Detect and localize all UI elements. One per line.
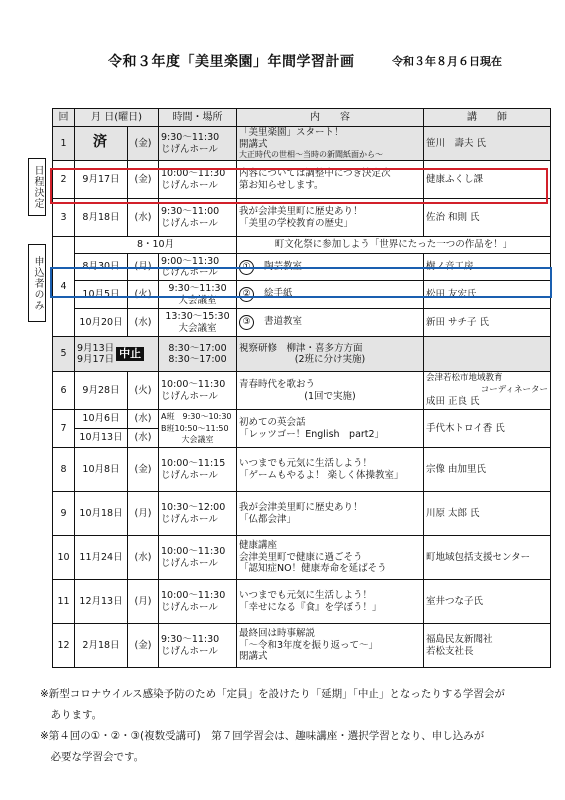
weekday: (水) (128, 536, 159, 580)
session-number: 7 (53, 410, 75, 448)
footnote-line: ※新型コロナウイルス感染予防のため「定員」を設けたり「延期」「中止」となったりする学習会が (40, 688, 505, 700)
time-place: 10:00～11:30 じげんホール (159, 372, 237, 410)
weekday: (月) (128, 580, 159, 624)
session-number: 6 (53, 372, 75, 410)
footnotes (40, 684, 555, 768)
table-row (53, 448, 551, 492)
session-number: 11 (53, 580, 75, 624)
lecturer: 笹川 壽夫 氏 (424, 127, 551, 161)
done-mark: 済 (75, 127, 128, 161)
date: 9月17日 (75, 161, 128, 199)
lecturer: 会津若松市地域教育 コーディネーター 成田 正良 氏 (424, 372, 551, 410)
table-row (53, 624, 551, 668)
table-row (53, 237, 551, 254)
date: 10月6日 (75, 410, 128, 429)
weekday: (月) (128, 492, 159, 536)
weekday: (金) (128, 624, 159, 668)
session-number: 3 (53, 199, 75, 237)
weekday: (水) (128, 410, 159, 429)
table-row (53, 410, 551, 429)
content: ① 陶芸教室 (237, 254, 424, 281)
content: いつまでも元気に生活しよう！ 「ゲームもやるよ！ 楽しく体操教室」 (237, 448, 424, 492)
content: 健康講座 会津美里町で健康に過ごそう 「認知症NO！健康寿命を延ばそう (237, 536, 424, 580)
table-row (53, 199, 551, 237)
date: 10月5日 (75, 281, 128, 309)
dates-cancelled: 9月13日 9月17日 中止 (75, 337, 159, 372)
footnote-line: ※第４回の①・②・③(複数受講可) 第７回学習会は、趣味講座・選択学習となり、申し込みが (40, 730, 485, 742)
session-number: 5 (53, 337, 75, 372)
banner-date: 8・10月 (75, 237, 237, 254)
weekday: (水) (128, 429, 159, 448)
date: 10月13日 (75, 429, 128, 448)
weekday: (金) (128, 161, 159, 199)
time-place: 13:30～15:30 大会議室 (159, 309, 237, 337)
weekday: (水) (128, 199, 159, 237)
table-header-row (53, 109, 551, 127)
lecturer: 佐治 和則 氏 (424, 199, 551, 237)
time-place: 9:30～11:30 じげんホール (159, 127, 237, 161)
session-number: 10 (53, 536, 75, 580)
time-place: 9:30～11:30 大会議室 (159, 281, 237, 309)
date: 11月24日 (75, 536, 128, 580)
time-place: 10:00～11:30 じげんホール (159, 580, 237, 624)
content: いつまでも元気に生活しよう！ 「幸せになる『食』を学ぼう！」 (237, 580, 424, 624)
lecturer (424, 337, 551, 372)
time-place: 9:30～11:00 じげんホール (159, 199, 237, 237)
time-place: 10:00～11:30 じげんホール (159, 161, 237, 199)
table-row (53, 309, 551, 337)
highlight-blue-box (50, 267, 552, 298)
table-row (53, 492, 551, 536)
content: 視察研修 柳津・喜多方方面 (2班に分け実施) (237, 337, 424, 372)
footnote-line: あります。 (40, 709, 103, 721)
weekday: (金) (128, 448, 159, 492)
content: ③ 書道教室 (237, 309, 424, 337)
content: 我が会津美里町に歴史あり！ 「美里の学校教育の歴史」 (237, 199, 424, 237)
time-place: 10:00～11:15 じげんホール (159, 448, 237, 492)
lecturer: 宗像 由加里氏 (424, 448, 551, 492)
header-date: 月 日(曜日) (75, 109, 159, 127)
content: 内容については調整中につき決定次 第お知らせします。 (237, 161, 424, 199)
table-row (53, 372, 551, 410)
session-number: 9 (53, 492, 75, 536)
date: 12月13日 (75, 580, 128, 624)
banner-text: 町文化祭に参加しよう「世界にたった一つの作品を！」 (237, 237, 551, 254)
cancelled-badge: 中止 (116, 347, 144, 361)
session-number: 4 (53, 237, 75, 337)
header-time-place: 時間・場所 (159, 109, 237, 127)
date: 10月18日 (75, 492, 128, 536)
side-label-applicants-only: 申込者のみ (28, 244, 46, 322)
date: 9月28日 (75, 372, 128, 410)
date: 10月20日 (75, 309, 128, 337)
session-number: 8 (53, 448, 75, 492)
table-row (53, 127, 551, 161)
weekday: (月) (128, 254, 159, 281)
content: 最終回は時事解説 「～令和3年度を振り返って～」 閉講式 (237, 624, 424, 668)
time-place: 9:30～11:30 じげんホール (159, 624, 237, 668)
lecturer: 川原 太郎 氏 (424, 492, 551, 536)
footnote-line: 必要な学習会です。 (40, 751, 145, 763)
date: 10月8日 (75, 448, 128, 492)
lecturer: 新田 サチ子 氏 (424, 309, 551, 337)
weekday: (火) (128, 281, 159, 309)
lecturer: 松田 友宏氏 (424, 281, 551, 309)
side-label-schedule-fixed: 日程決定 (28, 158, 46, 216)
content: 我が会津美里町に歴史あり！ 「仏都会津」 (237, 492, 424, 536)
highlight-red-box (50, 168, 548, 204)
content: 初めての英会話 「レッツゴー！English part2」 (237, 410, 424, 448)
session-number: 12 (53, 624, 75, 668)
time-place: 10:30～12:00 じげんホール (159, 492, 237, 536)
table-row (53, 337, 551, 372)
header-lecturer: 講 師 (424, 109, 551, 127)
date: 8月30日 (75, 254, 128, 281)
table-row (53, 536, 551, 580)
lecturer: 町地域包括支援センター (424, 536, 551, 580)
lecturer: 手代木トロイ香 氏 (424, 410, 551, 448)
content: ② 絵手紙 (237, 281, 424, 309)
date: 2月18日 (75, 624, 128, 668)
weekday: (火) (128, 372, 159, 410)
date: 8月18日 (75, 199, 128, 237)
time-place: 9:00～11:30 じげんホール (159, 254, 237, 281)
lecturer: 樹ノ音工房 (424, 254, 551, 281)
weekday: (水) (128, 309, 159, 337)
page-header (0, 51, 565, 69)
as-of-date: 令和３年８月６日現在 (392, 55, 502, 68)
table-row (53, 580, 551, 624)
session-number: 2 (53, 161, 75, 199)
header-content: 内 容 (237, 109, 424, 127)
lecturer: 福島民友新聞社 若松支社長 (424, 624, 551, 668)
lecturer: 健康ふくし課 (424, 161, 551, 199)
content: 「美里楽園」スタート！ 開講式 大正時代の世相～当時の新聞紙面から～ (237, 127, 424, 161)
content: 青春時代を歌おう (1回で実施) (237, 372, 424, 410)
time-place: 10:00～11:30 じげんホール (159, 536, 237, 580)
weekday: (金) (128, 127, 159, 161)
time-place: A班 9:30～10:30 B班10:50～11:50 大会議室 (159, 410, 237, 448)
header-no: 回 (53, 109, 75, 127)
session-number: 1 (53, 127, 75, 161)
time-place: 8:30～17:00 8:30～17:00 (159, 337, 237, 372)
page-title: 令和３年度「美里楽園」年間学習計画 (108, 54, 355, 70)
lecturer: 室井つな子氏 (424, 580, 551, 624)
